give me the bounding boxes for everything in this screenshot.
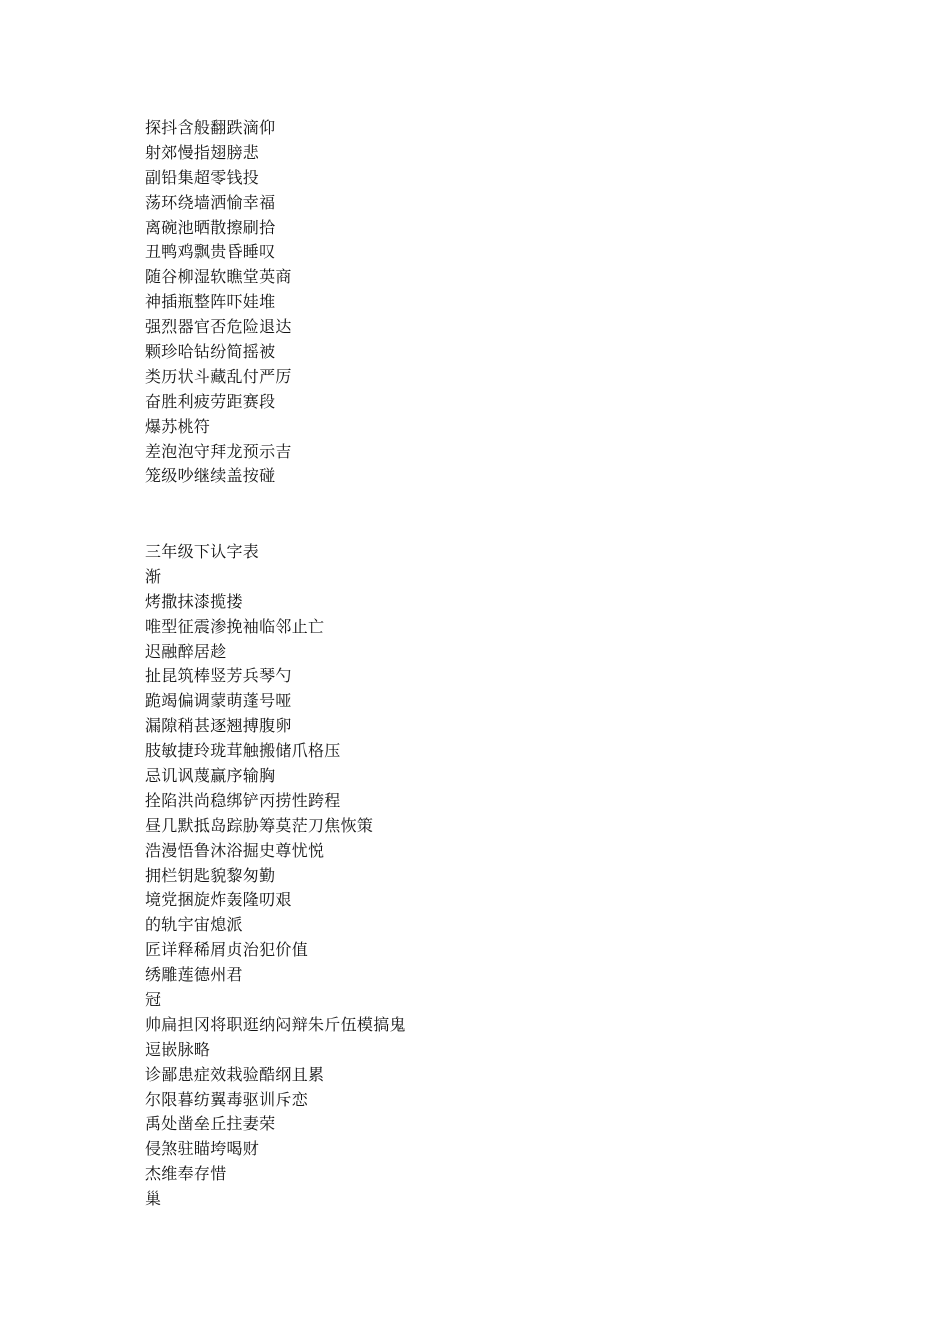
text-line: 忌讥讽蔑赢序输胸 <box>145 766 276 786</box>
text-line: 神插瓶整阵吓娃堆 <box>145 292 276 312</box>
text-line: 唯型征震渗挽袖临邻止亡 <box>145 616 325 636</box>
text-line: 尔限暮纺翼毒驱训斥恋 <box>145 1089 309 1109</box>
text-line: 荡环绕墙洒愉幸福 <box>145 192 276 212</box>
text-line: 类历状斗藏乱付严厉 <box>145 366 292 386</box>
text-line: 射郊慢指翅膀悲 <box>145 142 260 162</box>
text-line: 差泡泡守拜龙预示吉 <box>145 441 292 461</box>
text-line: 烤撒抹漆揽搂 <box>145 591 243 611</box>
text-line: 奋胜利疲劳距赛段 <box>145 391 276 411</box>
text-line: 扯昆筑棒竖芳兵琴勺 <box>145 666 292 686</box>
text-line: 爆苏桃符 <box>145 416 211 436</box>
text-line: 昼几默抵岛踪胁筹莫茫刀焦恢策 <box>145 815 374 835</box>
text-line: 逗嵌脉略 <box>145 1039 211 1059</box>
text-line: 笼级吵继续盖按碰 <box>145 466 276 486</box>
text-line: 漏隙稍甚逐翘搏腹卵 <box>145 716 292 736</box>
text-line: 副铅集超零钱投 <box>145 167 260 187</box>
text-line: 肢敏捷玲珑茸触搬储爪格压 <box>145 741 341 761</box>
text-line: 帅扁担冈将职逛纳闷辩朱斤伍模搞鬼 <box>145 1014 406 1034</box>
text-line: 杰维奉存惜 <box>145 1164 227 1184</box>
text-line: 颗珍哈钻纷简摇被 <box>145 342 276 362</box>
text-line: 侵煞驻瞄垮喝财 <box>145 1139 260 1159</box>
text-line: 禹处凿垒丘拄妻荣 <box>145 1114 276 1134</box>
text-line: 拥栏钥匙貌黎匆勤 <box>145 865 276 885</box>
character-list-lower <box>145 540 406 1212</box>
text-line: 丑鸭鸡飘贵昏睡叹 <box>145 242 276 262</box>
text-line: 拴陷洪尚稳绑铲丙捞性跨程 <box>145 790 341 810</box>
character-list-upper <box>145 116 292 489</box>
text-line: 迟融醉居趁 <box>145 641 227 661</box>
text-line: 巢 <box>145 1189 162 1209</box>
text-line: 随谷柳湿软瞧堂英商 <box>145 267 292 287</box>
text-line: 跪竭偏调蒙萌蓬号哑 <box>145 691 292 711</box>
text-line: 强烈器官否危险退达 <box>145 317 292 337</box>
section-heading: 三年级下认字表 <box>145 542 260 561</box>
text-line: 绣雕莲德州君 <box>145 965 243 985</box>
text-line: 诊鄙患症效栽验酷纲且累 <box>145 1064 325 1084</box>
text-line: 的轨宇宙熄派 <box>145 915 243 935</box>
text-line: 探抖含般翻跌滴仰 <box>145 118 276 137</box>
text-line: 离碗池晒散擦刷拾 <box>145 217 276 237</box>
text-line: 渐 <box>145 566 162 586</box>
text-line: 匠详释稀屑贞治犯价值 <box>145 940 309 960</box>
text-line: 境党捆旋炸轰隆叨艰 <box>145 890 292 910</box>
text-line: 冠 <box>145 990 162 1010</box>
text-line: 浩漫悟鲁沐浴掘史尊忧悦 <box>145 840 325 860</box>
